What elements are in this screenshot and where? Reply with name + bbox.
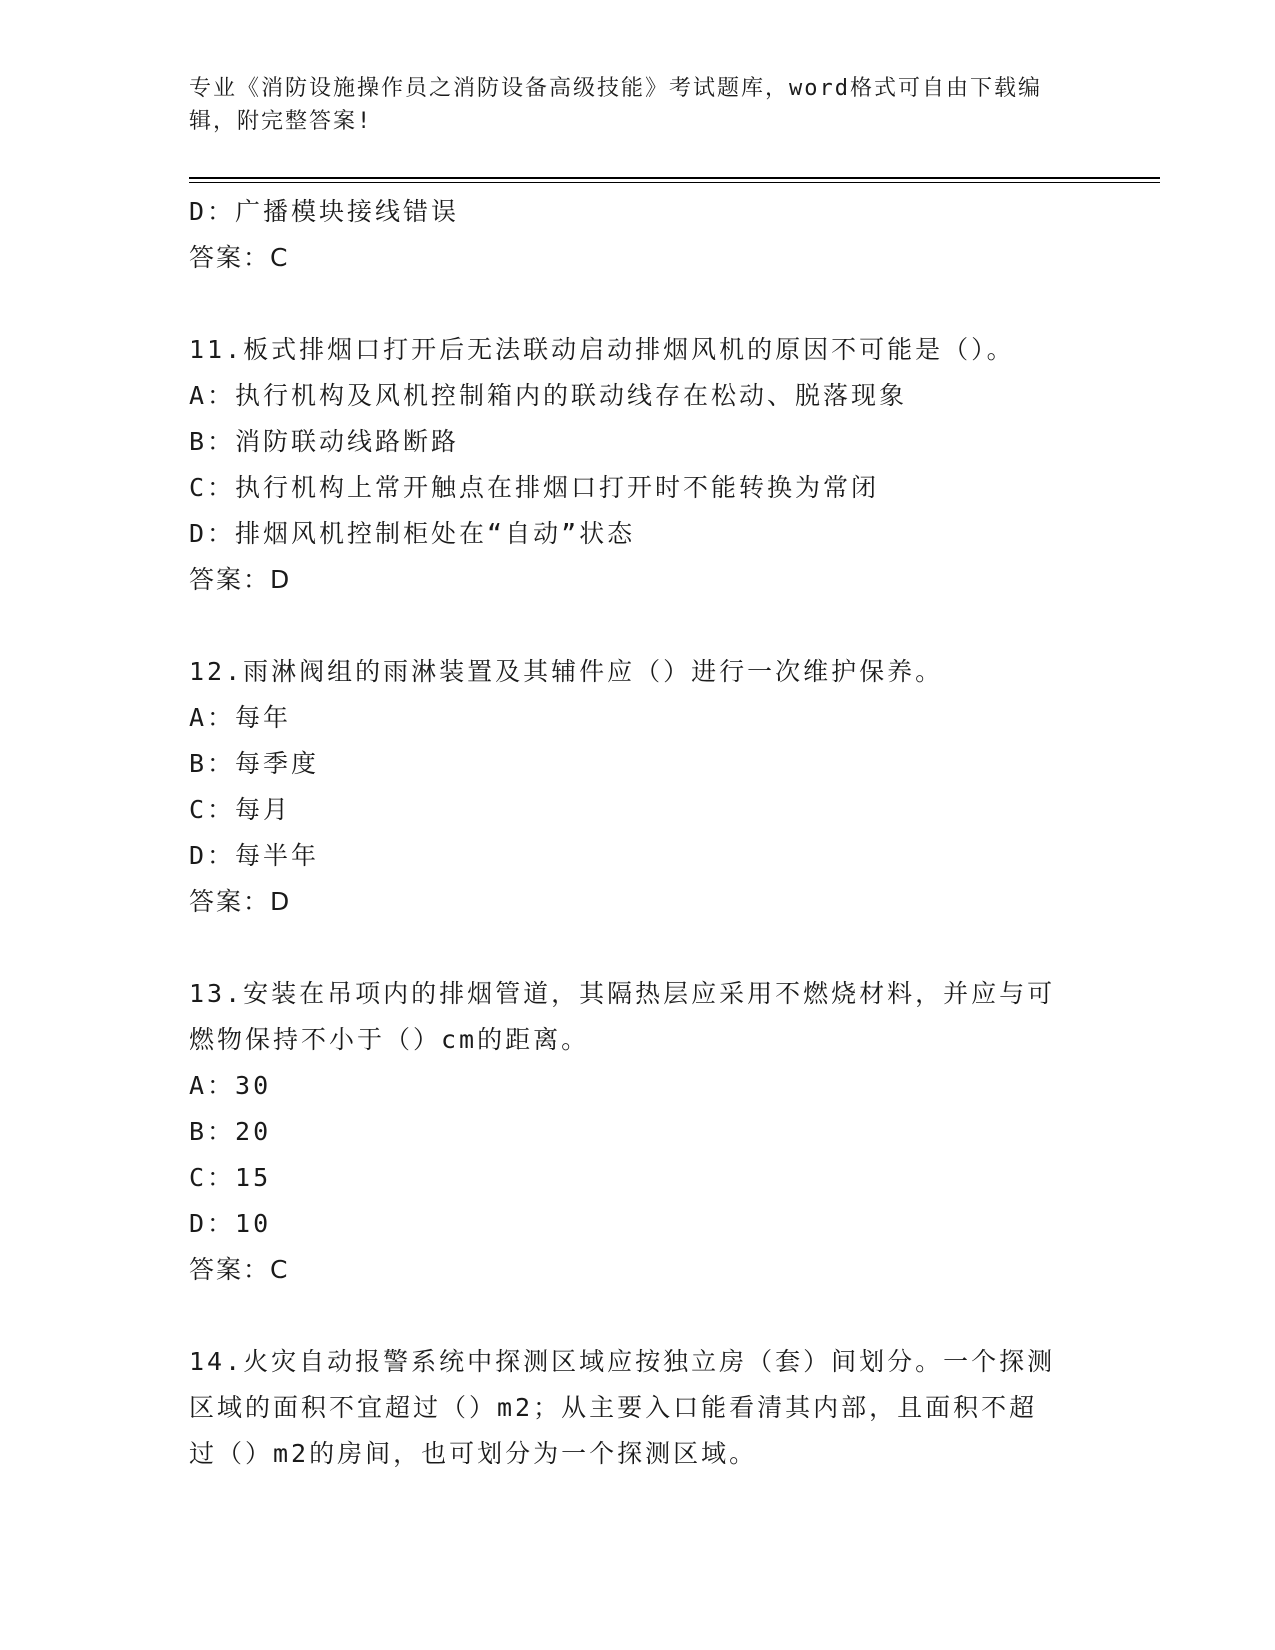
answer: 答案：D: [189, 565, 292, 594]
header-divider-thin: [189, 182, 1160, 183]
question-14: [189, 1339, 1089, 1477]
question-stem: 12.雨淋阀组的雨淋装置及其辅件应（）进行一次维护保养。: [189, 657, 944, 686]
document-body: [189, 189, 1089, 1477]
question-13: [189, 971, 1089, 1293]
option-c: C：执行机构上常开触点在排烟口打开时不能转换为常闭: [189, 473, 880, 502]
spacer: [189, 603, 1089, 649]
header-line-2: 辑，附完整答案!: [189, 109, 373, 134]
option-b: B：消防联动线路断路: [189, 427, 460, 456]
spacer: [189, 281, 1089, 327]
option-a: A：执行机构及风机控制箱内的联动线存在松动、脱落现象: [189, 381, 908, 410]
question-11: [189, 327, 1089, 603]
header-divider-thick: [189, 177, 1160, 179]
prev-answer: 答案：C: [189, 243, 290, 272]
option-b: B：20: [189, 1117, 272, 1146]
option-c: C：每月: [189, 795, 292, 824]
option-d: D：每半年: [189, 841, 320, 870]
question-stem-line-2: 区域的面积不宜超过（）m2；从主要入口能看清其内部，且面积不超: [189, 1393, 1038, 1422]
option-a: A：每年: [189, 703, 292, 732]
question-stem: 11.板式排烟口打开后无法联动启动排烟风机的原因不可能是（）。: [189, 335, 1015, 364]
question-stem-line-1: 13.安装在吊项内的排烟管道，其隔热层应采用不燃烧材料，并应与可: [189, 979, 1056, 1008]
option-d: D：10: [189, 1209, 272, 1238]
spacer: [189, 925, 1089, 971]
prev-option-d: D：广播模块接线错误: [189, 197, 460, 226]
question-12: [189, 649, 1089, 925]
option-d: D：排烟风机控制柜处在“自动”状态: [189, 519, 636, 548]
option-a: A：30: [189, 1071, 272, 1100]
option-c: C：15: [189, 1163, 272, 1192]
question-stem-line-3: 过（）m2的房间，也可划分为一个探测区域。: [189, 1439, 758, 1468]
header-line-1: 专业《消防设施操作员之消防设备高级技能》考试题库，word格式可自由下载编: [189, 76, 1042, 101]
spacer: [189, 1293, 1089, 1339]
question-stem-line-1: 14.火灾自动报警系统中探测区域应按独立房（套）间划分。一个探测: [189, 1347, 1056, 1376]
answer: 答案：D: [189, 887, 292, 916]
question-stem-line-2: 燃物保持不小于（）cm的距离。: [189, 1025, 590, 1054]
answer: 答案：C: [189, 1255, 290, 1284]
document-header: [189, 72, 1089, 138]
option-b: B：每季度: [189, 749, 320, 778]
